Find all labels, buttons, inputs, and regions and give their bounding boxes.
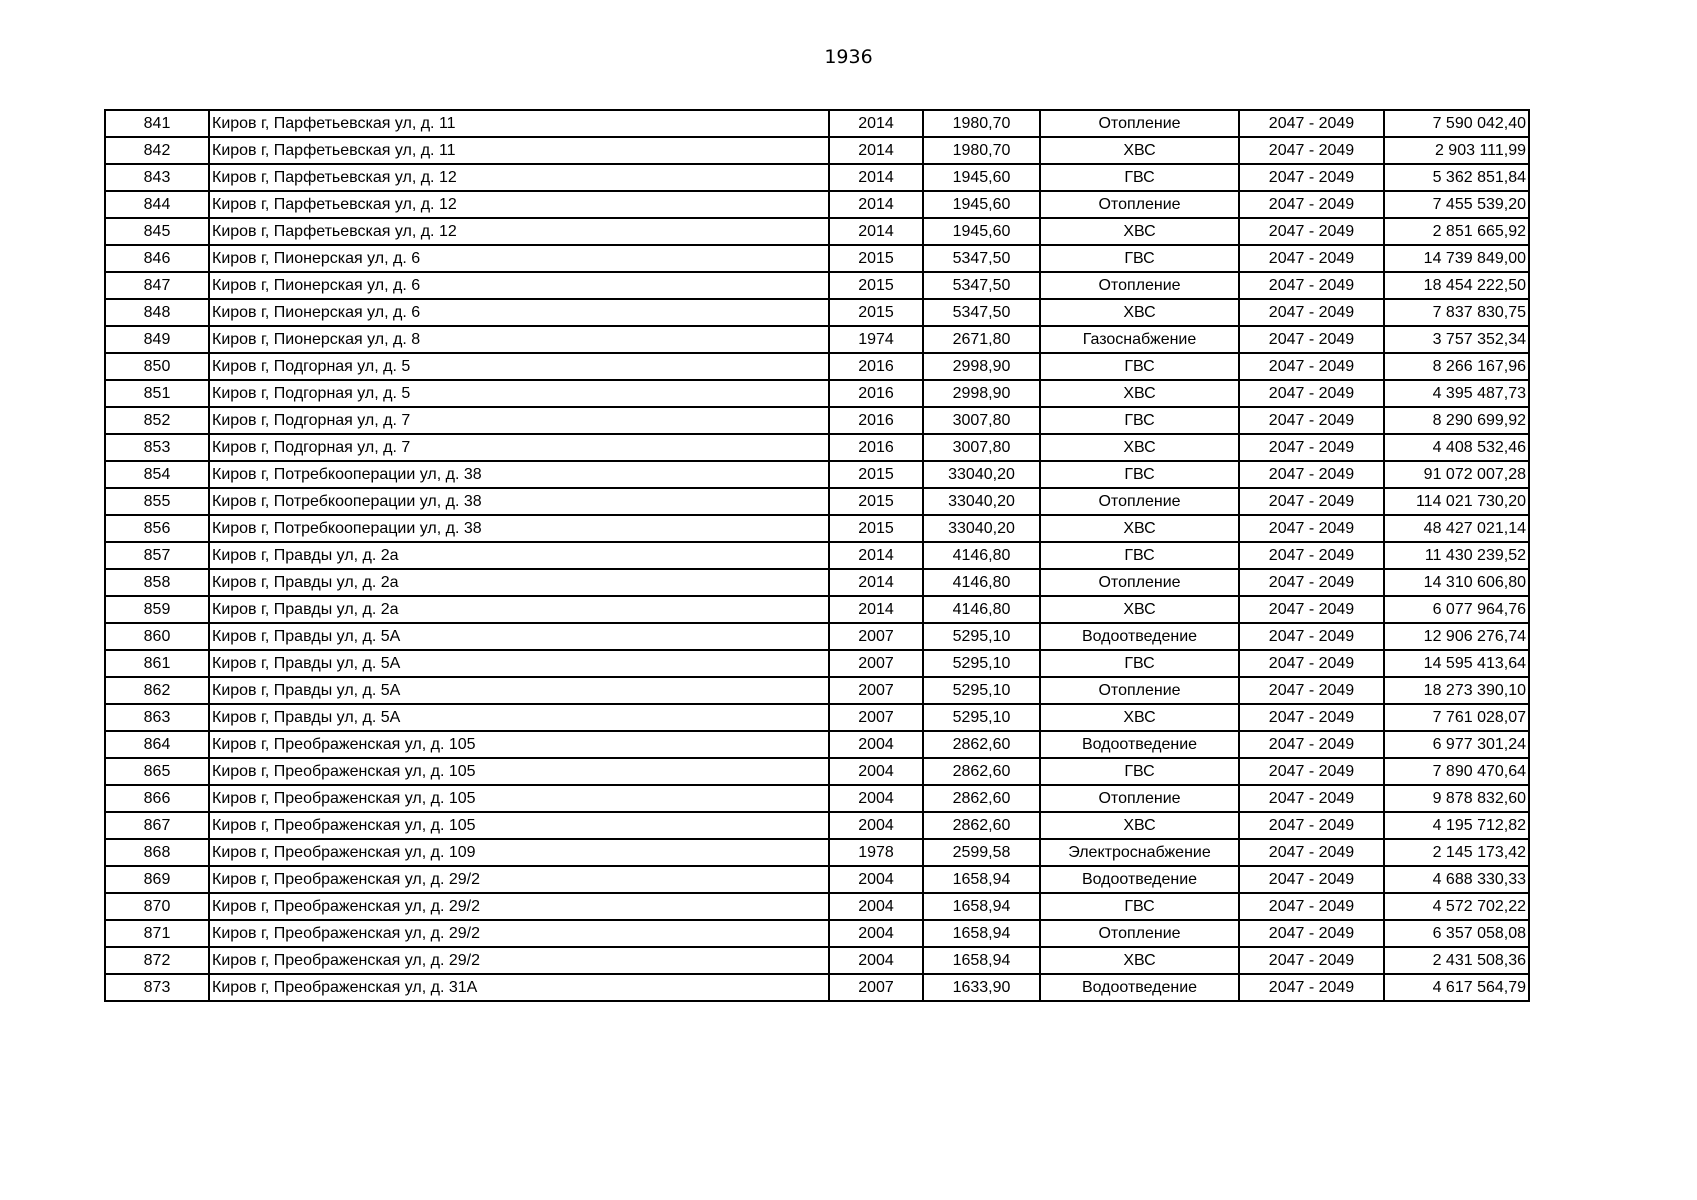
row-number-cell: 870 (105, 893, 209, 920)
table-row (105, 704, 1529, 731)
year-cell: 2007 (829, 623, 923, 650)
service-cell: ГВС (1040, 461, 1239, 488)
area-cell: 5295,10 (923, 704, 1040, 731)
address-cell: Киров г, Преображенская ул, д. 29/2 (209, 866, 829, 893)
service-cell: ГВС (1040, 407, 1239, 434)
area-cell: 5347,50 (923, 299, 1040, 326)
row-number-cell: 873 (105, 974, 209, 1001)
table-row (105, 353, 1529, 380)
address-cell: Киров г, Преображенская ул, д. 105 (209, 731, 829, 758)
service-cell: ГВС (1040, 893, 1239, 920)
table-row (105, 164, 1529, 191)
period-cell: 2047 - 2049 (1239, 515, 1384, 542)
area-cell: 5295,10 (923, 623, 1040, 650)
cost-cell: 7 455 539,20 (1384, 191, 1529, 218)
address-cell: Киров г, Правды ул, д. 2а (209, 596, 829, 623)
table-row (105, 326, 1529, 353)
address-cell: Киров г, Потребкооперации ул, д. 38 (209, 488, 829, 515)
address-cell: Киров г, Преображенская ул, д. 105 (209, 812, 829, 839)
cost-cell: 9 878 832,60 (1384, 785, 1529, 812)
cost-cell: 18 273 390,10 (1384, 677, 1529, 704)
cost-cell: 2 145 173,42 (1384, 839, 1529, 866)
service-cell: Водоотведение (1040, 974, 1239, 1001)
table-row (105, 839, 1529, 866)
table-row (105, 488, 1529, 515)
service-cell: ГВС (1040, 758, 1239, 785)
row-number-cell: 864 (105, 731, 209, 758)
table-row (105, 434, 1529, 461)
service-cell: Отопление (1040, 272, 1239, 299)
row-number-cell: 865 (105, 758, 209, 785)
registry-table (104, 109, 1530, 1002)
period-cell: 2047 - 2049 (1239, 272, 1384, 299)
service-cell: ГВС (1040, 164, 1239, 191)
service-cell: ХВС (1040, 947, 1239, 974)
period-cell: 2047 - 2049 (1239, 677, 1384, 704)
period-cell: 2047 - 2049 (1239, 353, 1384, 380)
period-cell: 2047 - 2049 (1239, 704, 1384, 731)
period-cell: 2047 - 2049 (1239, 758, 1384, 785)
period-cell: 2047 - 2049 (1239, 596, 1384, 623)
service-cell: ХВС (1040, 137, 1239, 164)
service-cell: Отопление (1040, 488, 1239, 515)
row-number-cell: 848 (105, 299, 209, 326)
area-cell: 4146,80 (923, 596, 1040, 623)
year-cell: 2014 (829, 137, 923, 164)
period-cell: 2047 - 2049 (1239, 542, 1384, 569)
row-number-cell: 841 (105, 110, 209, 137)
row-number-cell: 861 (105, 650, 209, 677)
year-cell: 2014 (829, 191, 923, 218)
row-number-cell: 850 (105, 353, 209, 380)
row-number-cell: 866 (105, 785, 209, 812)
address-cell: Киров г, Правды ул, д. 5А (209, 650, 829, 677)
year-cell: 2004 (829, 866, 923, 893)
period-cell: 2047 - 2049 (1239, 488, 1384, 515)
year-cell: 2007 (829, 677, 923, 704)
area-cell: 5295,10 (923, 650, 1040, 677)
area-cell: 5295,10 (923, 677, 1040, 704)
row-number-cell: 858 (105, 569, 209, 596)
address-cell: Киров г, Подгорная ул, д. 7 (209, 434, 829, 461)
period-cell: 2047 - 2049 (1239, 812, 1384, 839)
service-cell: ХВС (1040, 812, 1239, 839)
address-cell: Киров г, Пионерская ул, д. 6 (209, 245, 829, 272)
row-number-cell: 859 (105, 596, 209, 623)
service-cell: ХВС (1040, 434, 1239, 461)
address-cell: Киров г, Правды ул, д. 5А (209, 704, 829, 731)
service-cell: Отопление (1040, 785, 1239, 812)
year-cell: 2015 (829, 272, 923, 299)
area-cell: 3007,80 (923, 407, 1040, 434)
cost-cell: 6 077 964,76 (1384, 596, 1529, 623)
year-cell: 2016 (829, 380, 923, 407)
period-cell: 2047 - 2049 (1239, 731, 1384, 758)
row-number-cell: 847 (105, 272, 209, 299)
cost-cell: 4 395 487,73 (1384, 380, 1529, 407)
address-cell: Киров г, Парфетьевская ул, д. 11 (209, 110, 829, 137)
service-cell: ХВС (1040, 218, 1239, 245)
area-cell: 4146,80 (923, 542, 1040, 569)
row-number-cell: 860 (105, 623, 209, 650)
period-cell: 2047 - 2049 (1239, 461, 1384, 488)
table-row (105, 218, 1529, 245)
cost-cell: 7 761 028,07 (1384, 704, 1529, 731)
row-number-cell: 855 (105, 488, 209, 515)
period-cell: 2047 - 2049 (1239, 893, 1384, 920)
table-row (105, 461, 1529, 488)
cost-cell: 8 290 699,92 (1384, 407, 1529, 434)
year-cell: 2004 (829, 758, 923, 785)
address-cell: Киров г, Правды ул, д. 5А (209, 623, 829, 650)
cost-cell: 2 851 665,92 (1384, 218, 1529, 245)
service-cell: ГВС (1040, 542, 1239, 569)
service-cell: ХВС (1040, 380, 1239, 407)
row-number-cell: 863 (105, 704, 209, 731)
registry-table-body (105, 110, 1529, 1001)
row-number-cell: 851 (105, 380, 209, 407)
table-row (105, 272, 1529, 299)
cost-cell: 2 903 111,99 (1384, 137, 1529, 164)
address-cell: Киров г, Преображенская ул, д. 105 (209, 758, 829, 785)
table-row (105, 758, 1529, 785)
row-number-cell: 842 (105, 137, 209, 164)
address-cell: Киров г, Пионерская ул, д. 6 (209, 272, 829, 299)
period-cell: 2047 - 2049 (1239, 218, 1384, 245)
service-cell: Отопление (1040, 110, 1239, 137)
area-cell: 5347,50 (923, 245, 1040, 272)
period-cell: 2047 - 2049 (1239, 785, 1384, 812)
area-cell: 33040,20 (923, 461, 1040, 488)
row-number-cell: 853 (105, 434, 209, 461)
service-cell: Отопление (1040, 677, 1239, 704)
table-row (105, 974, 1529, 1001)
address-cell: Киров г, Парфетьевская ул, д. 12 (209, 191, 829, 218)
address-cell: Киров г, Правды ул, д. 2а (209, 542, 829, 569)
cost-cell: 3 757 352,34 (1384, 326, 1529, 353)
area-cell: 4146,80 (923, 569, 1040, 596)
year-cell: 2004 (829, 893, 923, 920)
table-row (105, 920, 1529, 947)
cost-cell: 6 977 301,24 (1384, 731, 1529, 758)
row-number-cell: 867 (105, 812, 209, 839)
service-cell: ХВС (1040, 704, 1239, 731)
year-cell: 2014 (829, 569, 923, 596)
period-cell: 2047 - 2049 (1239, 191, 1384, 218)
service-cell: Отопление (1040, 569, 1239, 596)
table-row (105, 380, 1529, 407)
row-number-cell: 871 (105, 920, 209, 947)
table-row (105, 245, 1529, 272)
cost-cell: 11 430 239,52 (1384, 542, 1529, 569)
area-cell: 2862,60 (923, 758, 1040, 785)
row-number-cell: 852 (105, 407, 209, 434)
area-cell: 1658,94 (923, 893, 1040, 920)
area-cell: 1945,60 (923, 218, 1040, 245)
address-cell: Киров г, Пионерская ул, д. 6 (209, 299, 829, 326)
year-cell: 2015 (829, 488, 923, 515)
area-cell: 2998,90 (923, 353, 1040, 380)
service-cell: ХВС (1040, 596, 1239, 623)
address-cell: Киров г, Преображенская ул, д. 109 (209, 839, 829, 866)
row-number-cell: 845 (105, 218, 209, 245)
cost-cell: 7 837 830,75 (1384, 299, 1529, 326)
area-cell: 1980,70 (923, 137, 1040, 164)
cost-cell: 14 595 413,64 (1384, 650, 1529, 677)
row-number-cell: 849 (105, 326, 209, 353)
cost-cell: 8 266 167,96 (1384, 353, 1529, 380)
period-cell: 2047 - 2049 (1239, 137, 1384, 164)
cost-cell: 48 427 021,14 (1384, 515, 1529, 542)
address-cell: Киров г, Правды ул, д. 5А (209, 677, 829, 704)
address-cell: Киров г, Потребкооперации ул, д. 38 (209, 515, 829, 542)
area-cell: 1658,94 (923, 920, 1040, 947)
year-cell: 2014 (829, 110, 923, 137)
row-number-cell: 869 (105, 866, 209, 893)
period-cell: 2047 - 2049 (1239, 110, 1384, 137)
address-cell: Киров г, Правды ул, д. 2а (209, 569, 829, 596)
cost-cell: 5 362 851,84 (1384, 164, 1529, 191)
year-cell: 1978 (829, 839, 923, 866)
period-cell: 2047 - 2049 (1239, 650, 1384, 677)
area-cell: 2862,60 (923, 812, 1040, 839)
period-cell: 2047 - 2049 (1239, 839, 1384, 866)
service-cell: Электроснабжение (1040, 839, 1239, 866)
table-row (105, 650, 1529, 677)
year-cell: 2014 (829, 542, 923, 569)
period-cell: 2047 - 2049 (1239, 920, 1384, 947)
year-cell: 2016 (829, 434, 923, 461)
year-cell: 2015 (829, 245, 923, 272)
period-cell: 2047 - 2049 (1239, 299, 1384, 326)
area-cell: 1980,70 (923, 110, 1040, 137)
table-row (105, 596, 1529, 623)
address-cell: Киров г, Преображенская ул, д. 29/2 (209, 893, 829, 920)
year-cell: 2015 (829, 515, 923, 542)
table-row (105, 677, 1529, 704)
period-cell: 2047 - 2049 (1239, 866, 1384, 893)
address-cell: Киров г, Парфетьевская ул, д. 12 (209, 164, 829, 191)
year-cell: 2015 (829, 299, 923, 326)
address-cell: Киров г, Подгорная ул, д. 5 (209, 353, 829, 380)
row-number-cell: 854 (105, 461, 209, 488)
table-row (105, 866, 1529, 893)
year-cell: 2016 (829, 353, 923, 380)
service-cell: Водоотведение (1040, 623, 1239, 650)
service-cell: Водоотведение (1040, 866, 1239, 893)
year-cell: 2007 (829, 650, 923, 677)
cost-cell: 114 021 730,20 (1384, 488, 1529, 515)
period-cell: 2047 - 2049 (1239, 407, 1384, 434)
service-cell: Газоснабжение (1040, 326, 1239, 353)
area-cell: 33040,20 (923, 515, 1040, 542)
service-cell: ХВС (1040, 515, 1239, 542)
service-cell: ГВС (1040, 353, 1239, 380)
table-row (105, 785, 1529, 812)
period-cell: 2047 - 2049 (1239, 245, 1384, 272)
area-cell: 1658,94 (923, 947, 1040, 974)
area-cell: 5347,50 (923, 272, 1040, 299)
year-cell: 1974 (829, 326, 923, 353)
table-row (105, 893, 1529, 920)
row-number-cell: 862 (105, 677, 209, 704)
address-cell: Киров г, Подгорная ул, д. 5 (209, 380, 829, 407)
table-row (105, 299, 1529, 326)
year-cell: 2016 (829, 407, 923, 434)
service-cell: Отопление (1040, 920, 1239, 947)
year-cell: 2014 (829, 164, 923, 191)
area-cell: 2862,60 (923, 731, 1040, 758)
year-cell: 2004 (829, 947, 923, 974)
year-cell: 2014 (829, 596, 923, 623)
table-row (105, 812, 1529, 839)
period-cell: 2047 - 2049 (1239, 164, 1384, 191)
area-cell: 33040,20 (923, 488, 1040, 515)
area-cell: 1633,90 (923, 974, 1040, 1001)
cost-cell: 4 688 330,33 (1384, 866, 1529, 893)
area-cell: 1945,60 (923, 164, 1040, 191)
area-cell: 3007,80 (923, 434, 1040, 461)
address-cell: Киров г, Пионерская ул, д. 8 (209, 326, 829, 353)
page-number: 1936 (824, 46, 873, 68)
period-cell: 2047 - 2049 (1239, 947, 1384, 974)
table-row (105, 110, 1529, 137)
period-cell: 2047 - 2049 (1239, 569, 1384, 596)
row-number-cell: 868 (105, 839, 209, 866)
row-number-cell: 856 (105, 515, 209, 542)
cost-cell: 4 572 702,22 (1384, 893, 1529, 920)
area-cell: 1945,60 (923, 191, 1040, 218)
service-cell: Водоотведение (1040, 731, 1239, 758)
address-cell: Киров г, Потребкооперации ул, д. 38 (209, 461, 829, 488)
row-number-cell: 857 (105, 542, 209, 569)
address-cell: Киров г, Преображенская ул, д. 29/2 (209, 947, 829, 974)
service-cell: ГВС (1040, 245, 1239, 272)
cost-cell: 91 072 007,28 (1384, 461, 1529, 488)
area-cell: 2599,58 (923, 839, 1040, 866)
address-cell: Киров г, Парфетьевская ул, д. 12 (209, 218, 829, 245)
cost-cell: 4 195 712,82 (1384, 812, 1529, 839)
area-cell: 2671,80 (923, 326, 1040, 353)
cost-cell: 18 454 222,50 (1384, 272, 1529, 299)
table-row (105, 137, 1529, 164)
area-cell: 2862,60 (923, 785, 1040, 812)
period-cell: 2047 - 2049 (1239, 326, 1384, 353)
period-cell: 2047 - 2049 (1239, 623, 1384, 650)
year-cell: 2007 (829, 704, 923, 731)
service-cell: ГВС (1040, 650, 1239, 677)
row-number-cell: 844 (105, 191, 209, 218)
cost-cell: 7 590 042,40 (1384, 110, 1529, 137)
year-cell: 2015 (829, 461, 923, 488)
address-cell: Киров г, Парфетьевская ул, д. 11 (209, 137, 829, 164)
area-cell: 1658,94 (923, 866, 1040, 893)
table-row (105, 542, 1529, 569)
table-row (105, 407, 1529, 434)
address-cell: Киров г, Преображенская ул, д. 105 (209, 785, 829, 812)
period-cell: 2047 - 2049 (1239, 380, 1384, 407)
year-cell: 2004 (829, 812, 923, 839)
address-cell: Киров г, Подгорная ул, д. 7 (209, 407, 829, 434)
row-number-cell: 846 (105, 245, 209, 272)
area-cell: 2998,90 (923, 380, 1040, 407)
period-cell: 2047 - 2049 (1239, 974, 1384, 1001)
table-row (105, 731, 1529, 758)
year-cell: 2007 (829, 974, 923, 1001)
service-cell: Отопление (1040, 191, 1239, 218)
cost-cell: 7 890 470,64 (1384, 758, 1529, 785)
cost-cell: 2 431 508,36 (1384, 947, 1529, 974)
cost-cell: 4 617 564,79 (1384, 974, 1529, 1001)
table-row (105, 515, 1529, 542)
table-row (105, 191, 1529, 218)
row-number-cell: 843 (105, 164, 209, 191)
cost-cell: 14 739 849,00 (1384, 245, 1529, 272)
table-row (105, 569, 1529, 596)
cost-cell: 14 310 606,80 (1384, 569, 1529, 596)
period-cell: 2047 - 2049 (1239, 434, 1384, 461)
cost-cell: 6 357 058,08 (1384, 920, 1529, 947)
row-number-cell: 872 (105, 947, 209, 974)
year-cell: 2004 (829, 731, 923, 758)
year-cell: 2004 (829, 920, 923, 947)
year-cell: 2014 (829, 218, 923, 245)
year-cell: 2004 (829, 785, 923, 812)
service-cell: ХВС (1040, 299, 1239, 326)
table-row (105, 947, 1529, 974)
address-cell: Киров г, Преображенская ул, д. 29/2 (209, 920, 829, 947)
cost-cell: 12 906 276,74 (1384, 623, 1529, 650)
address-cell: Киров г, Преображенская ул, д. 31А (209, 974, 829, 1001)
table-row (105, 623, 1529, 650)
cost-cell: 4 408 532,46 (1384, 434, 1529, 461)
